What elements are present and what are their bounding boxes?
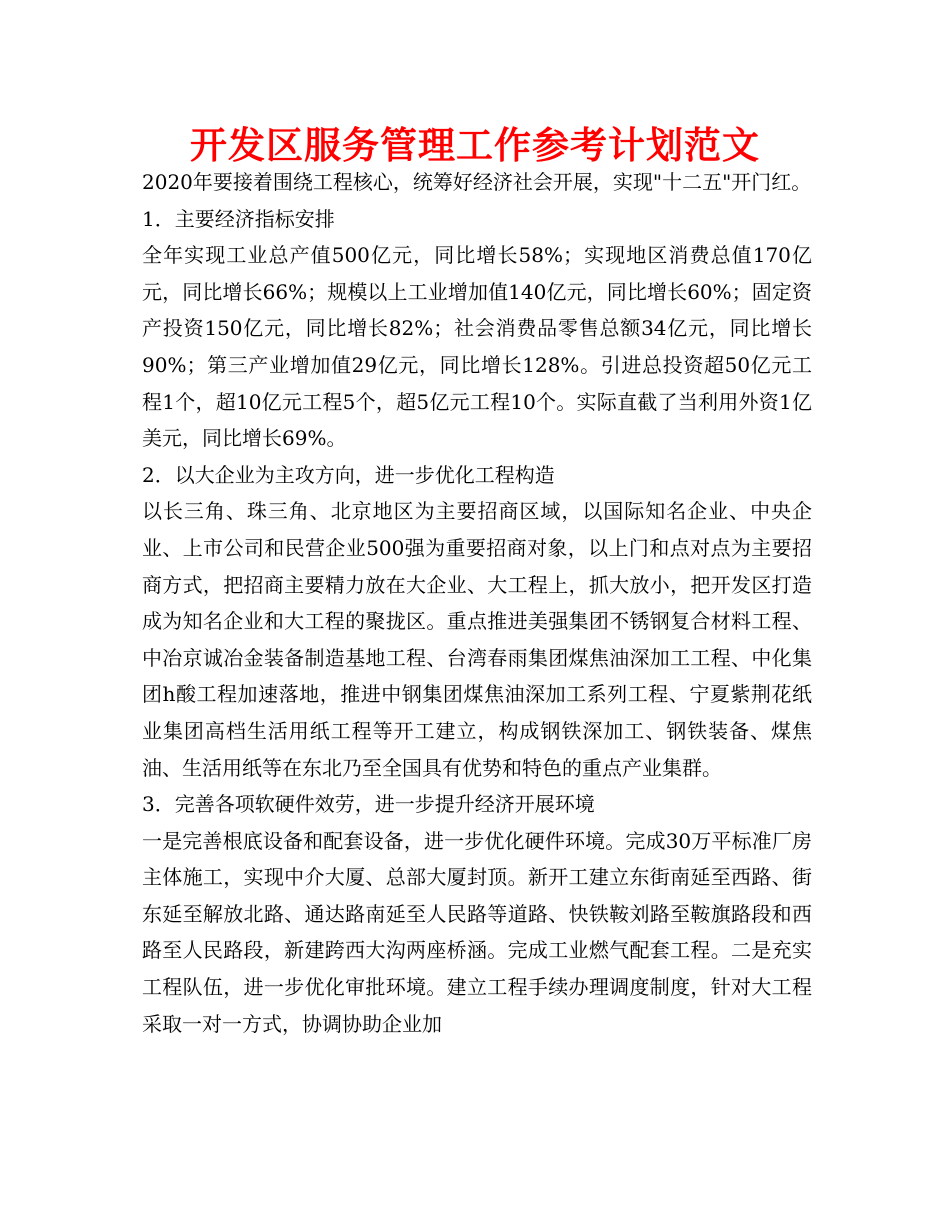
document-body — [142, 164, 812, 1042]
paragraph-investment-focus: 以长三角、珠三角、北京地区为主要招商区域，以国际知名企业、中央企业、上市公司和民营企业500强为重要招商对象，以上门和点对点为主要招商方式，把招商主要精力放在大企业、大工程上，抓大放小，把开发区打造成为知名企业和大工程的聚拢区。重点推进美强集团不锈钢复合材料工程、中冶京诚冶金装备制造基地工程、台湾春雨集团煤焦油深加工工程、中化集团h酸工程加速落地，推进中钢集团煤焦油深加工系列工程、宁夏紫荆花纸业集团高档生活用纸工程等开工建立，构成钢铁深加工、钢铁装备、煤焦油、生活用纸等在东北乃至全国具有优势和特色的重点产业集群。 — [142, 499, 812, 780]
paragraph-intro: 2020年要接着围绕工程核心，统筹好经济社会开展，实现"十二五"开门红。 — [142, 170, 812, 194]
section-heading-1: 1．主要经济指标安排 — [142, 206, 335, 231]
document-title: 开发区服务管理工作参考计划范文 — [190, 124, 760, 167]
section-heading-2: 2．以大企业为主攻方向，进一步优化工程构造 — [142, 462, 555, 487]
paragraph-economic-indicators: 全年实现工业总产值500亿元，同比增长58%；实现地区消费总值170亿元，同比增长66%；规模以上工业增加值140亿元，同比增长60%；固定资产投资150亿元，同比增长82%；社会消费品零售总额34亿元，同比增长90%；第三产业增加值29亿元，同比增长128%。引进总投资超50亿元工程1个，超10亿元工程5个，超5亿元工程10个。实际直截了当利用外资1亿美元，同比增长69%。 — [142, 243, 812, 451]
section-heading-3: 3．完善各项软硬件效劳，进一步提升经济开展环境 — [142, 792, 595, 817]
paragraph-environment: 一是完善根底设备和配套设备，进一步优化硬件环境。完成30万平标准厂房主体施工，实现中介大厦、总部大厦封顶。新开工建立东街南延至西路、街东延至解放北路、通达路南延至人民路等道路、快铁鞍刘路至鞍旗路段和西路至人民路段，新建跨西大沟两座桥涵。完成工业燃气配套工程。二是充实工程队伍，进一步优化审批环境。建立工程手续办理调度制度，针对大工程采取一对一方式，协调协助企业加 — [142, 828, 812, 1036]
